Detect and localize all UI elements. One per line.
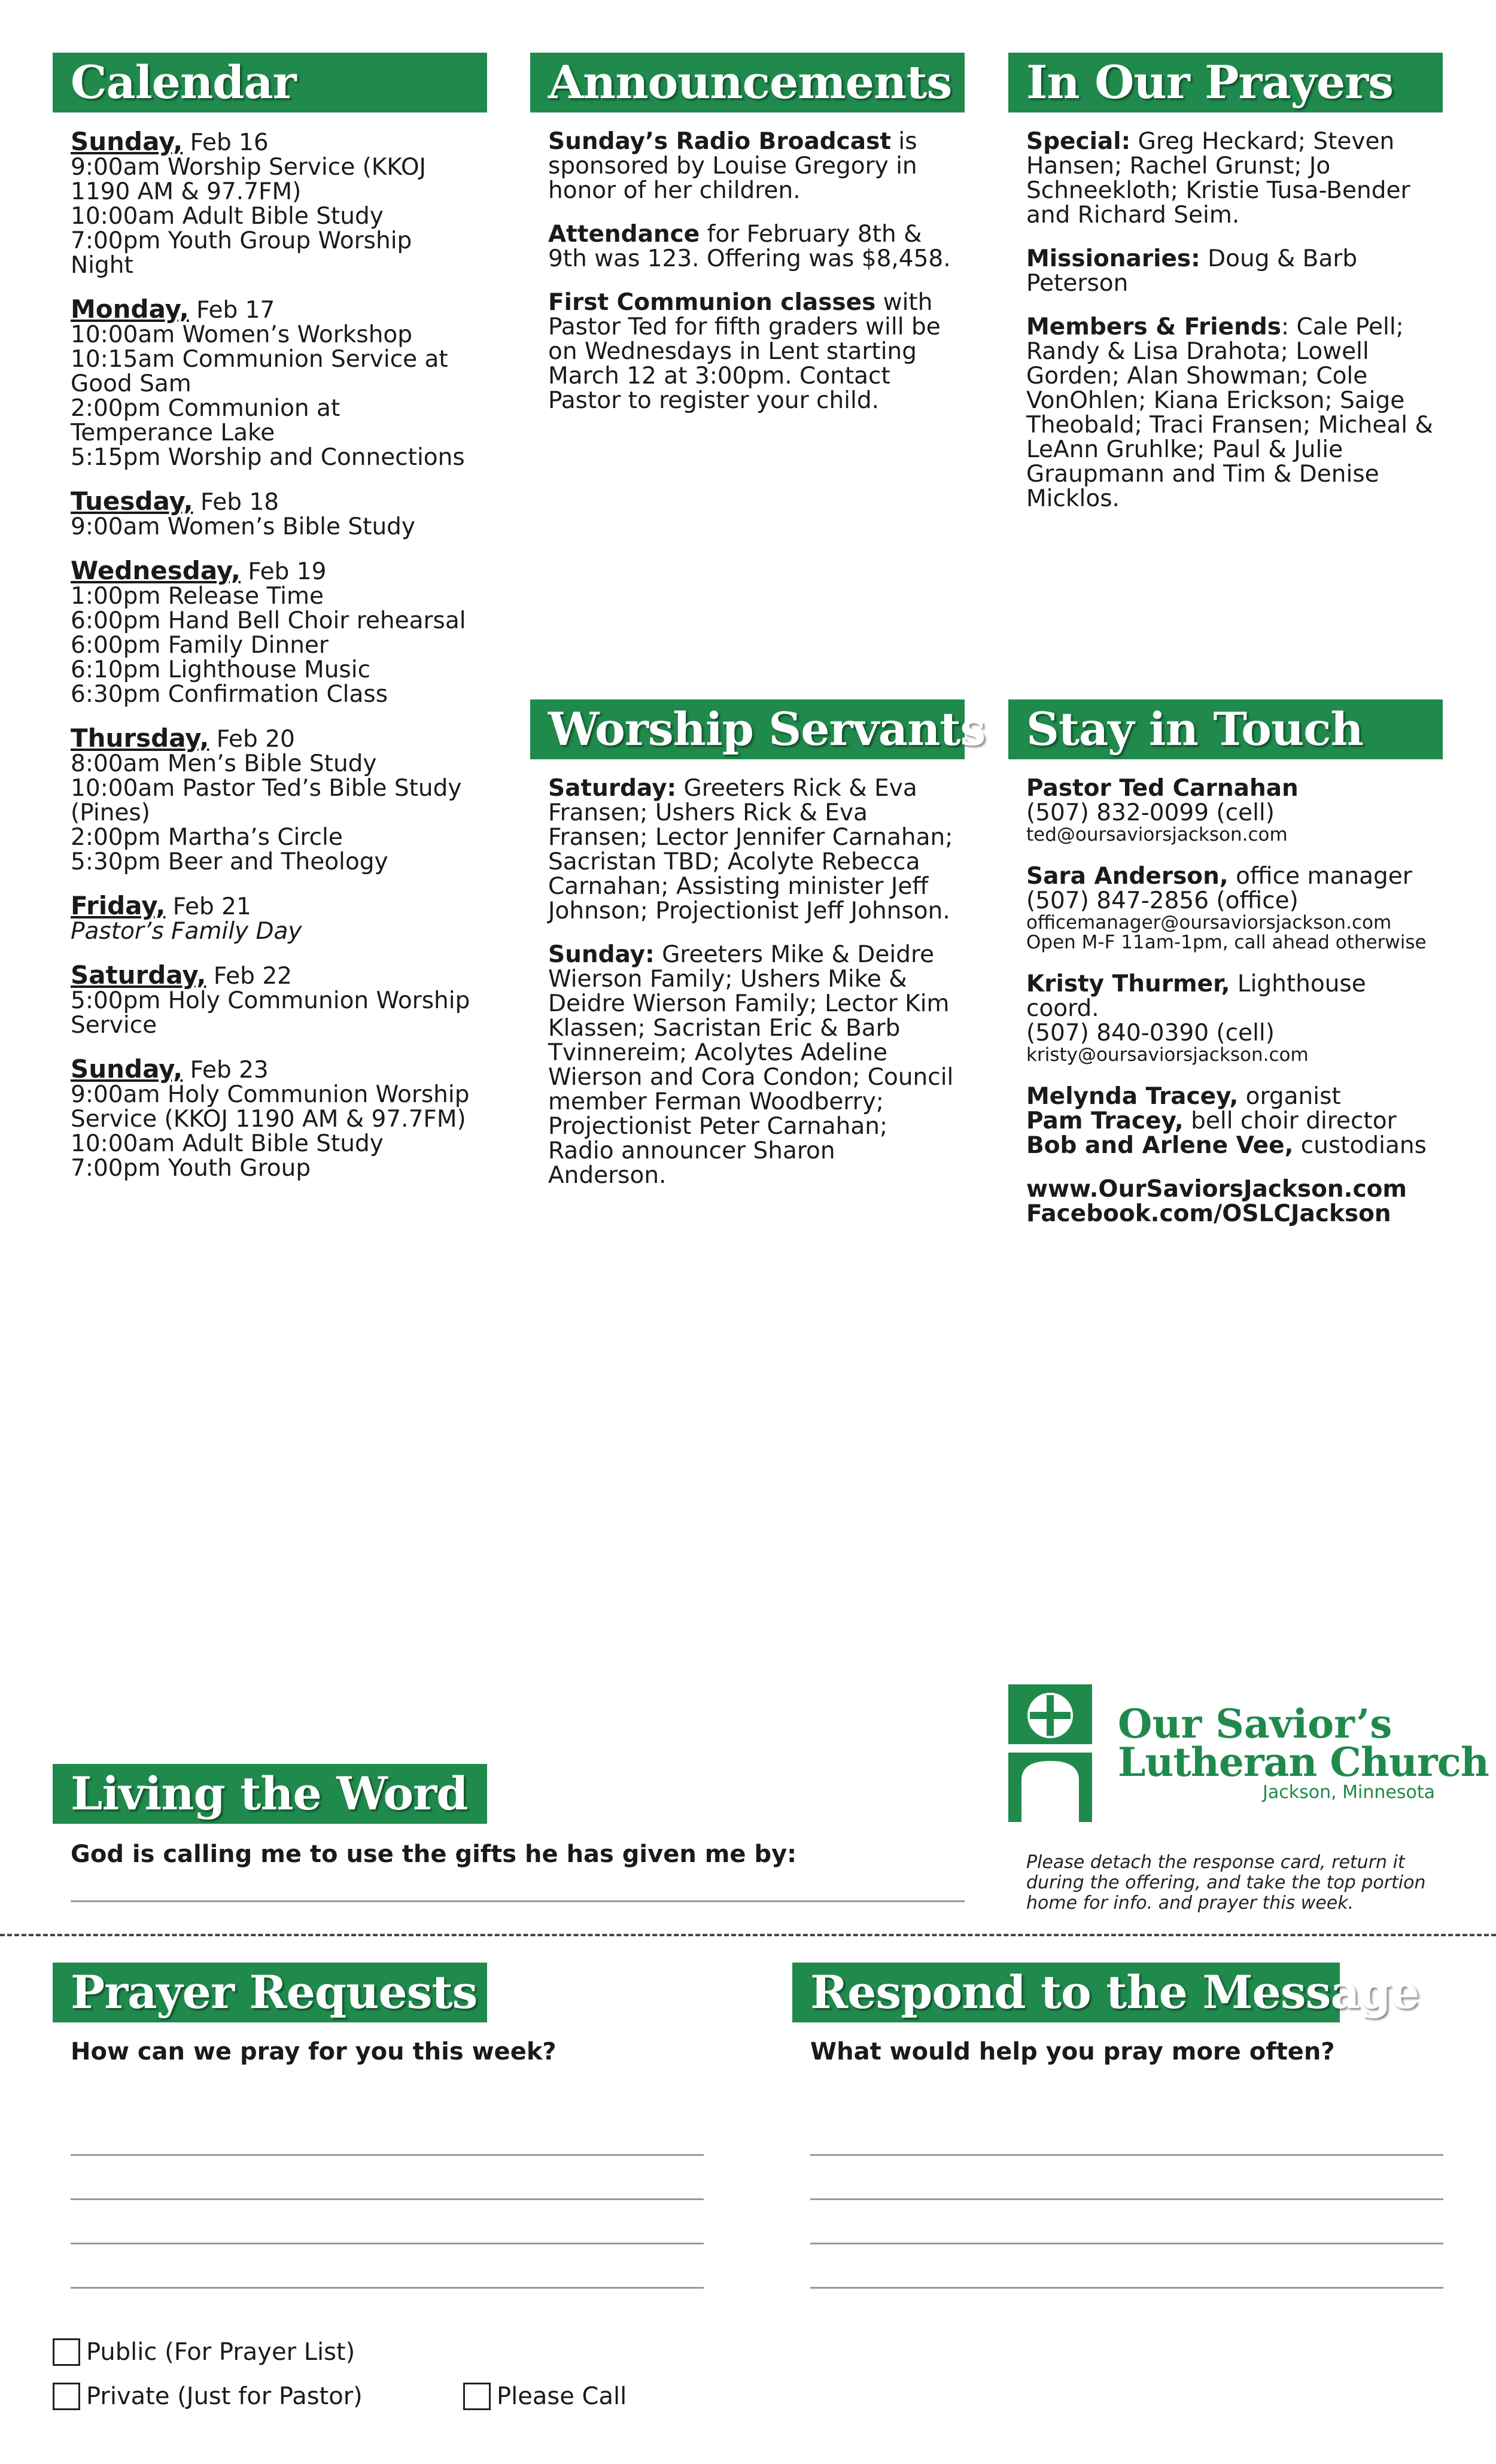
prayer-line[interactable]: [71, 2243, 704, 2244]
calendar-day: [71, 960, 481, 1039]
calendar-event: 10:00am Women’s Workshop: [71, 321, 413, 348]
worship-entry: [548, 776, 959, 923]
melynda-name: Melynda Tracey,: [1026, 1083, 1239, 1110]
calendar-day-date: Feb 20: [209, 726, 295, 753]
church-logo: [1008, 1684, 1092, 1822]
pam-role: bell choir director: [1183, 1108, 1397, 1134]
calendar-event: 9:00am Women’s Bible Study: [71, 513, 415, 540]
calendar-event: 9:00am Worship Service (KKOJ 1190 AM & 97.7FM): [71, 154, 427, 205]
respond-line[interactable]: [810, 2243, 1443, 2244]
prayer-entry-text: [1026, 129, 1437, 227]
contact-list: [1008, 776, 1443, 1226]
ted-phone: (507) 832-0099 (cell): [1026, 799, 1275, 826]
worship-entry-body: Greeters Rick & Eva Fransen; Ushers Rick & Eva Fransen; Lector Jennifer Carnahan; Sacristan TBD; Acolyte Rebecca Carnahan; Assisting minister Jeff Johnson; Projectionist Jeff Johnson.: [548, 775, 953, 924]
calendar-day: [71, 294, 481, 471]
prayer-entry-body: Doug & Barb Peterson: [1026, 245, 1358, 297]
respond-title: Respond to the Message: [792, 1963, 1340, 2022]
calendar-section: [53, 53, 487, 1181]
logo-line-2: Lutheran Church: [1118, 1739, 1489, 1785]
checkbox-box[interactable]: [53, 2338, 80, 2366]
contact-title: Stay in Touch: [1008, 699, 1443, 759]
calendar-day: [71, 1054, 481, 1182]
calendar-event: 5:30pm Beer and Theology: [71, 848, 388, 875]
announcement-text: [548, 222, 959, 271]
calendar-event: 6:30pm Confirmation Class: [71, 681, 388, 708]
respond-section: [792, 1963, 1419, 2022]
calendar-event: 5:00pm Holy Communion Worship Service: [71, 987, 470, 1039]
calendar-event: 8:00am Men’s Bible Study: [71, 750, 377, 777]
living-section: [53, 1764, 487, 1824]
calendar-day-date: Feb 19: [240, 558, 327, 585]
announcement-label: Attendance: [548, 221, 700, 248]
worship-entry-text: [548, 942, 959, 1188]
prayers-title: In Our Prayers: [1008, 53, 1443, 112]
prayer-requests-section: [53, 1963, 487, 2022]
calendar-day-heading: [71, 893, 481, 919]
prayer-entry-label: Special:: [1026, 128, 1131, 155]
worship-section: [530, 699, 986, 1189]
prayers-section: [1008, 53, 1443, 511]
church-logo-icon: [1008, 1684, 1092, 1822]
calendar-event: 10:00am Adult Bible Study: [71, 1130, 384, 1157]
calendar-day-name: Tuesday,: [71, 486, 193, 516]
sara-role: office manager: [1228, 863, 1412, 890]
respond-prompt: What would help you pray more often?: [810, 2038, 1335, 2065]
calendar-day-heading: [71, 129, 481, 155]
announcement: [548, 222, 959, 271]
respond-line[interactable]: [810, 2198, 1443, 2200]
prayer-entry-label: Missionaries:: [1026, 245, 1200, 272]
calendar-list: [53, 129, 487, 1181]
calendar-event: 6:00pm Hand Bell Choir rehearsal: [71, 607, 466, 634]
announcements-list: [530, 129, 965, 413]
prayer-line[interactable]: [71, 2198, 704, 2200]
living-title: Living the Word: [53, 1764, 487, 1824]
kristy-phone: (507) 840-0390 (cell): [1026, 1020, 1275, 1047]
announcement-label: First Communion classes: [548, 289, 876, 316]
worship-list: [530, 776, 965, 1188]
ted-email[interactable]: ted@oursaviorsjackson.com: [1026, 824, 1288, 845]
calendar-day-name: Friday,: [71, 891, 166, 920]
melynda-role: organist: [1238, 1083, 1341, 1110]
calendar-event: 10:00am Adult Bible Study: [71, 203, 384, 230]
calendar-day-name: Sunday,: [71, 127, 183, 156]
calendar-day: [71, 893, 481, 944]
kristy-role: Lighthouse coord.: [1026, 971, 1366, 1022]
checkbox-box[interactable]: [463, 2383, 491, 2410]
prayers-list: [1008, 129, 1443, 511]
calendar-event: 9:00am Holy Communion Worship Service (KKOJ 1190 AM & 97.7FM): [71, 1081, 470, 1133]
calendar-day: [71, 129, 481, 278]
pam-name: Pam Tracey,: [1026, 1108, 1184, 1134]
prayer-entry: [1026, 247, 1437, 296]
calendar-day-date: Feb 21: [165, 893, 251, 920]
announcements-section: [530, 53, 965, 413]
logo-line-1: Our Savior’s: [1118, 1701, 1392, 1747]
calendar-event: 7:00pm Youth Group: [71, 1155, 311, 1182]
announcement-text: [548, 290, 959, 413]
calendar-day-date: Feb 23: [183, 1057, 269, 1084]
sara-hours: Open M-F 11am-1pm, call ahead otherwise: [1026, 932, 1427, 953]
call-checkbox-label: Please Call: [497, 2383, 627, 2410]
calendar-event: Pastor’s Family Day: [71, 918, 302, 945]
calendar-day-date: Feb 17: [188, 297, 275, 324]
prayer-entry-text: [1026, 315, 1437, 511]
worship-entry-label: Saturday:: [548, 775, 677, 802]
calendar-event: 7:00pm Youth Group Worship Night: [71, 227, 412, 279]
calendar-event: 2:00pm Communion at Temperance Lake: [71, 395, 340, 446]
sara-email[interactable]: officemanager@oursaviorsjackson.com: [1026, 912, 1392, 933]
prayer-entry-label: Members & Friends: [1026, 314, 1281, 340]
calendar-day-name: Thursday,: [71, 723, 209, 753]
worship-entry-label: Sunday:: [548, 941, 655, 968]
calendar-day: [71, 486, 481, 540]
prayer-line[interactable]: [71, 2154, 704, 2156]
respond-line[interactable]: [810, 2154, 1443, 2156]
announcement-body: with Pastor Ted for fifth graders will be on Wednesdays in Lent starting March 12 at 3:00pm. Contact Pastor to register your child.: [548, 289, 941, 414]
calendar-day-date: Feb 18: [193, 489, 279, 516]
prayer-line[interactable]: [71, 2287, 704, 2289]
bob-role: custodians: [1293, 1132, 1427, 1159]
announcement-body: for February 8th & 9th was 123. Offering was $8,458.: [548, 221, 951, 272]
prayer-entry-text: [1026, 247, 1437, 296]
announcement: [548, 290, 959, 413]
calendar-event: 6:00pm Family Dinner: [71, 632, 329, 659]
kristy-email[interactable]: kristy@oursaviorsjackson.com: [1026, 1044, 1309, 1066]
respond-line[interactable]: [810, 2287, 1443, 2289]
calendar-day: [71, 723, 481, 875]
detach-note: Please detach the response card, return it during the offering, and take the top portion home for info. and prayer this week.: [1026, 1852, 1426, 1914]
private-checkbox[interactable]: [53, 2383, 363, 2410]
living-answer-line[interactable]: [71, 1900, 965, 1902]
contact-section: [1008, 699, 1443, 1226]
calendar-day-heading: [71, 486, 481, 516]
calendar-event: 1:00pm Release Time: [71, 583, 324, 610]
calendar-day-date: Feb 22: [206, 963, 292, 990]
announcements-title: Announcements: [530, 53, 965, 112]
announcement-body: is sponsored by Louise Gregory in honor of her children.: [548, 128, 917, 204]
calendar-day-heading: [71, 294, 481, 324]
sara-phone: (507) 847-2856 (office): [1026, 887, 1299, 914]
private-checkbox-label: Private (Just for Pastor): [86, 2383, 363, 2410]
prayer-entry: [1026, 129, 1437, 227]
calendar-day-heading: [71, 723, 481, 753]
worship-entry-text: [548, 776, 959, 923]
calendar-day-heading: [71, 558, 481, 584]
detach-line: [0, 1934, 1496, 1936]
bob-name: Bob and Arlene Vee,: [1026, 1132, 1294, 1159]
calendar-title: Calendar: [53, 53, 487, 112]
prayer-requests-title: Prayer Requests: [53, 1963, 487, 2022]
website-link[interactable]: www.OurSaviorsJackson.com: [1026, 1176, 1407, 1203]
sara-name: Sara Anderson,: [1026, 863, 1229, 890]
calendar-day-name: Sunday,: [71, 1054, 183, 1084]
living-prompt: God is calling me to use the gifts he has given me by:: [71, 1841, 797, 1868]
announcement-label: Sunday’s Radio Broadcast: [548, 128, 891, 155]
worship-entry: [548, 942, 959, 1188]
call-checkbox[interactable]: [463, 2383, 627, 2410]
calendar-event: 10:15am Communion Service at Good Sam: [71, 346, 448, 397]
prayer-requests-prompt: How can we pray for you this week?: [71, 2038, 557, 2065]
calendar-event: 10:00am Pastor Ted’s Bible Study (Pines): [71, 775, 462, 826]
calendar-day-date: Feb 16: [183, 129, 269, 156]
worship-entry-body: Greeters Mike & Deidre Wierson Family; Ushers Mike & Deidre Wierson Family; Lector Kim Klassen; Sacristan Eric & Barb Tvinnereim; Acolytes Adeline Wierson and Cora Condon; Council member Ferman Woodberry; Projectionist Peter Carnahan; Radio announcer Sharon Anderson.: [548, 941, 954, 1189]
calendar-event: 6:10pm Lighthouse Music: [71, 656, 371, 683]
calendar-day-name: Saturday,: [71, 960, 206, 990]
ted-name: Pastor Ted Carnahan: [1026, 775, 1299, 802]
worship-title: Worship Servants: [530, 699, 965, 759]
prayer-entry-body: : Cale Pell; Randy & Lisa Drahota; Lowell Gorden; Alan Showman; Cole VonOhlen; Kiana Erickson; Saige Theobald; Traci Fransen; Micheal & LeAnn Gruhlke; Paul & Julie Graupmann and Tim & Denise Micklos.: [1026, 314, 1433, 512]
prayer-entry: [1026, 315, 1437, 511]
calendar-event: 5:15pm Worship and Connections: [71, 444, 465, 471]
calendar-day-name: Wednesday,: [71, 556, 241, 585]
kristy-name: Kristy Thurmer,: [1026, 971, 1230, 997]
calendar-day-heading: [71, 1054, 481, 1084]
public-checkbox-label: Public (For Prayer List): [86, 2338, 355, 2366]
announcement: [548, 129, 959, 203]
announcement-text: [548, 129, 959, 203]
logo-line-3: Jackson, Minnesota: [1263, 1782, 1436, 1803]
calendar-day-heading: [71, 960, 481, 990]
prayer-entry-body: Greg Heckard; Steven Hansen; Rachel Grunst; Jo Schneekloth; Kristie Tusa-Bender and Richard Seim.: [1026, 128, 1410, 229]
facebook-link[interactable]: Facebook.com/OSLCJackson: [1026, 1200, 1391, 1227]
calendar-day: [71, 558, 481, 707]
calendar-day-name: Monday,: [71, 294, 189, 324]
checkbox-box[interactable]: [53, 2383, 80, 2410]
public-checkbox[interactable]: [53, 2338, 355, 2366]
calendar-event: 2:00pm Martha’s Circle: [71, 824, 343, 851]
